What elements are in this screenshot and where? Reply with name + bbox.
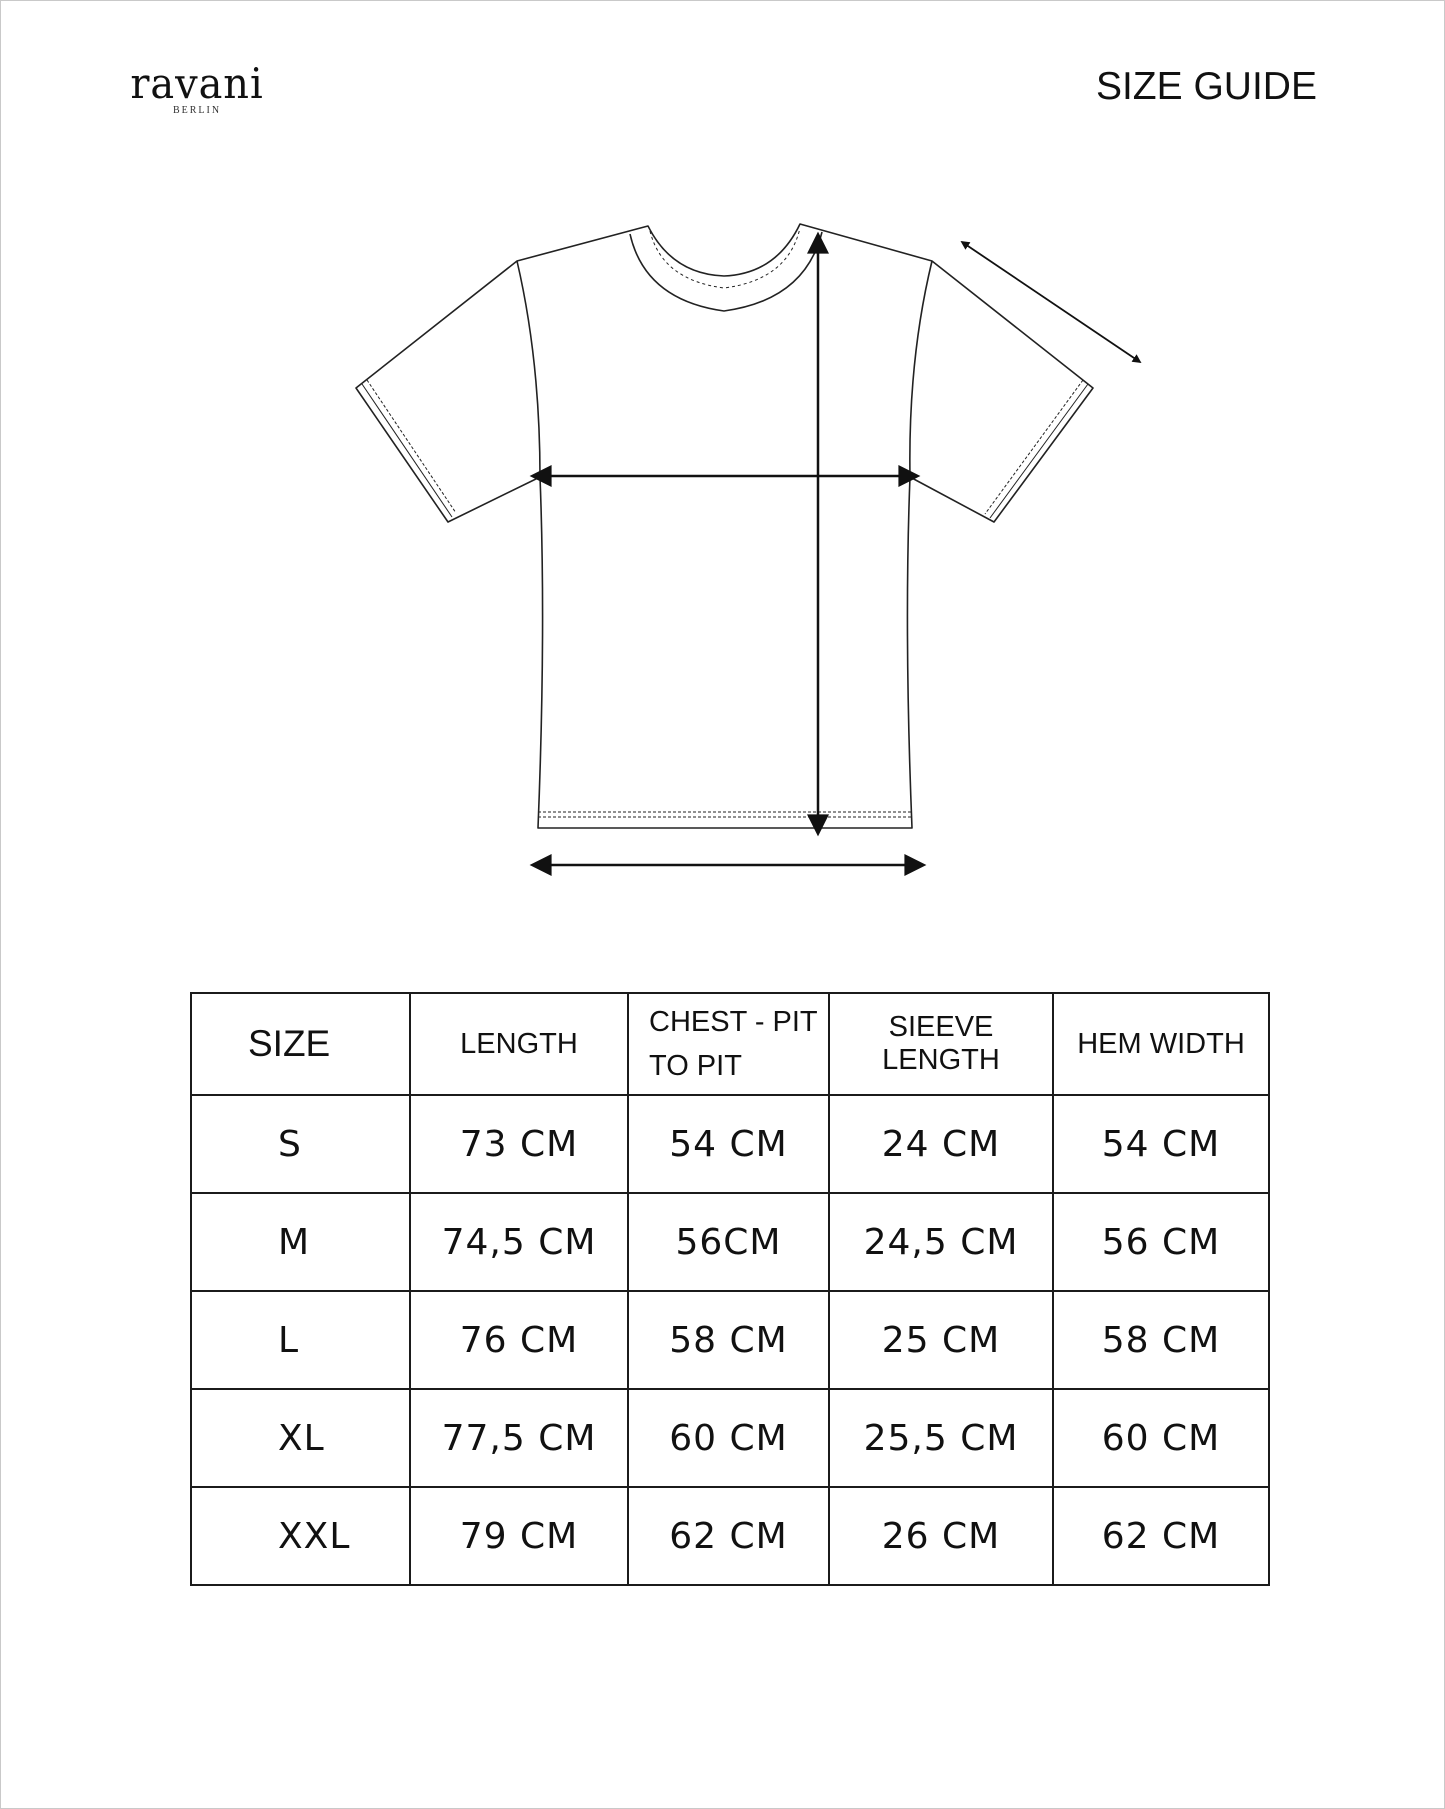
- header-hem-width: HEM WIDTH: [1053, 993, 1269, 1095]
- shirt-outline: [356, 224, 1093, 828]
- t-shirt-diagram: [0, 200, 1445, 900]
- hem-cell: 62 CM: [1053, 1487, 1269, 1585]
- sleeve-cell: 26 CM: [829, 1487, 1053, 1585]
- brand-subtitle: BERLIN: [172, 105, 222, 116]
- table-row: [191, 1487, 1269, 1585]
- header-size: SIZE: [191, 993, 410, 1095]
- chest-cell: 58 CM: [628, 1291, 829, 1389]
- table-row: [191, 1389, 1269, 1487]
- hem-cell: 58 CM: [1053, 1291, 1269, 1389]
- length-cell: 79 CM: [410, 1487, 628, 1585]
- page-title: SIZE GUIDE: [1095, 65, 1317, 108]
- brand-name: ravani: [130, 59, 264, 108]
- hem-cell: 56 CM: [1053, 1193, 1269, 1291]
- chest-cell: 60 CM: [628, 1389, 829, 1487]
- chest-cell: 62 CM: [628, 1487, 829, 1585]
- chest-cell: 56CM: [628, 1193, 829, 1291]
- sleeve-cell: 25 CM: [829, 1291, 1053, 1389]
- hem-cell: 60 CM: [1053, 1389, 1269, 1487]
- length-cell: 74,5 CM: [410, 1193, 628, 1291]
- header-sleeve-length: SIEEVE LENGTH: [829, 993, 1053, 1095]
- sleeve-cell: 24,5 CM: [829, 1193, 1053, 1291]
- sleeve-cell: 25,5 CM: [829, 1389, 1053, 1487]
- length-cell: 76 CM: [410, 1291, 628, 1389]
- table-header-row: [191, 993, 1269, 1095]
- size-cell: S: [191, 1095, 410, 1193]
- table-row: [191, 1095, 1269, 1193]
- table-row: [191, 1193, 1269, 1291]
- table-row: [191, 1291, 1269, 1389]
- length-cell: 77,5 CM: [410, 1389, 628, 1487]
- header-length: LENGTH: [410, 993, 628, 1095]
- header-chest: CHEST - PIT TO PIT: [628, 993, 829, 1095]
- hem-cell: 54 CM: [1053, 1095, 1269, 1193]
- size-cell: XL: [191, 1389, 410, 1487]
- size-cell: L: [191, 1291, 410, 1389]
- size-cell: XXL: [191, 1487, 410, 1585]
- sleeve-cell: 24 CM: [829, 1095, 1053, 1193]
- size-table: [190, 992, 1270, 1586]
- sleeve-arrow: [962, 242, 1140, 362]
- chest-cell: 54 CM: [628, 1095, 829, 1193]
- brand-logo: [122, 59, 272, 116]
- size-cell: M: [191, 1193, 410, 1291]
- length-cell: 73 CM: [410, 1095, 628, 1193]
